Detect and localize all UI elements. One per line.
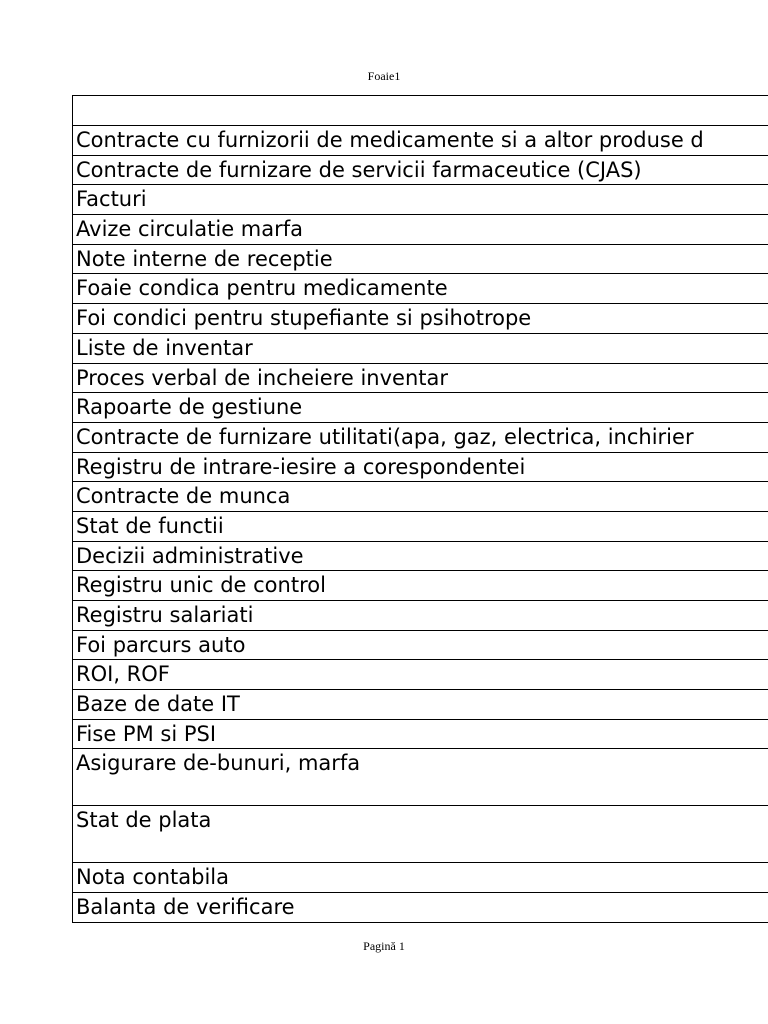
table-row: Foi condici pentru stupefiante si psihotrope: [73, 304, 768, 334]
table-row: Foi parcurs auto: [73, 631, 768, 661]
table-row: Contracte de furnizare utilitati(apa, gaz, electrica, inchirier: [73, 423, 768, 453]
table-row: Nota contabila: [73, 863, 768, 893]
table-row-empty: [73, 96, 768, 126]
table-row: Asigurare de-bunuri, marfa: [73, 749, 768, 806]
table-row: Baze de date IT: [73, 690, 768, 720]
table-row: Registru de intrare-iesire a corespondentei: [73, 453, 768, 483]
table-row: Balanta de verificare: [73, 893, 768, 923]
sheet-name-header: Foaie1: [367, 69, 401, 83]
table-row: Foaie condica pentru medicamente: [73, 274, 768, 304]
page-number-footer: Pagină 1: [363, 939, 405, 953]
document-table: [72, 95, 768, 923]
table-row: Stat de functii: [73, 512, 768, 542]
table-row: Contracte de munca: [73, 482, 768, 512]
table-row: Liste de inventar: [73, 334, 768, 364]
table-row: Contracte cu furnizorii de medicamente si a altor produse d: [73, 126, 768, 156]
table-row: Note interne de receptie: [73, 245, 768, 275]
table-row: Registru salariati: [73, 601, 768, 631]
table-row: ROI, ROF: [73, 660, 768, 690]
table-row: Proces verbal de incheiere inventar: [73, 364, 768, 394]
table-row: Registru unic de control: [73, 571, 768, 601]
table-row: Fise PM si PSI: [73, 720, 768, 750]
table-row: Contracte de furnizare de servicii farmaceutice (CJAS): [73, 156, 768, 186]
table-row: Facturi: [73, 185, 768, 215]
table-row: Decizii administrative: [73, 542, 768, 572]
table-row: Avize circulatie marfa: [73, 215, 768, 245]
table-row: Stat de plata: [73, 806, 768, 863]
table-row: Rapoarte de gestiune: [73, 393, 768, 423]
